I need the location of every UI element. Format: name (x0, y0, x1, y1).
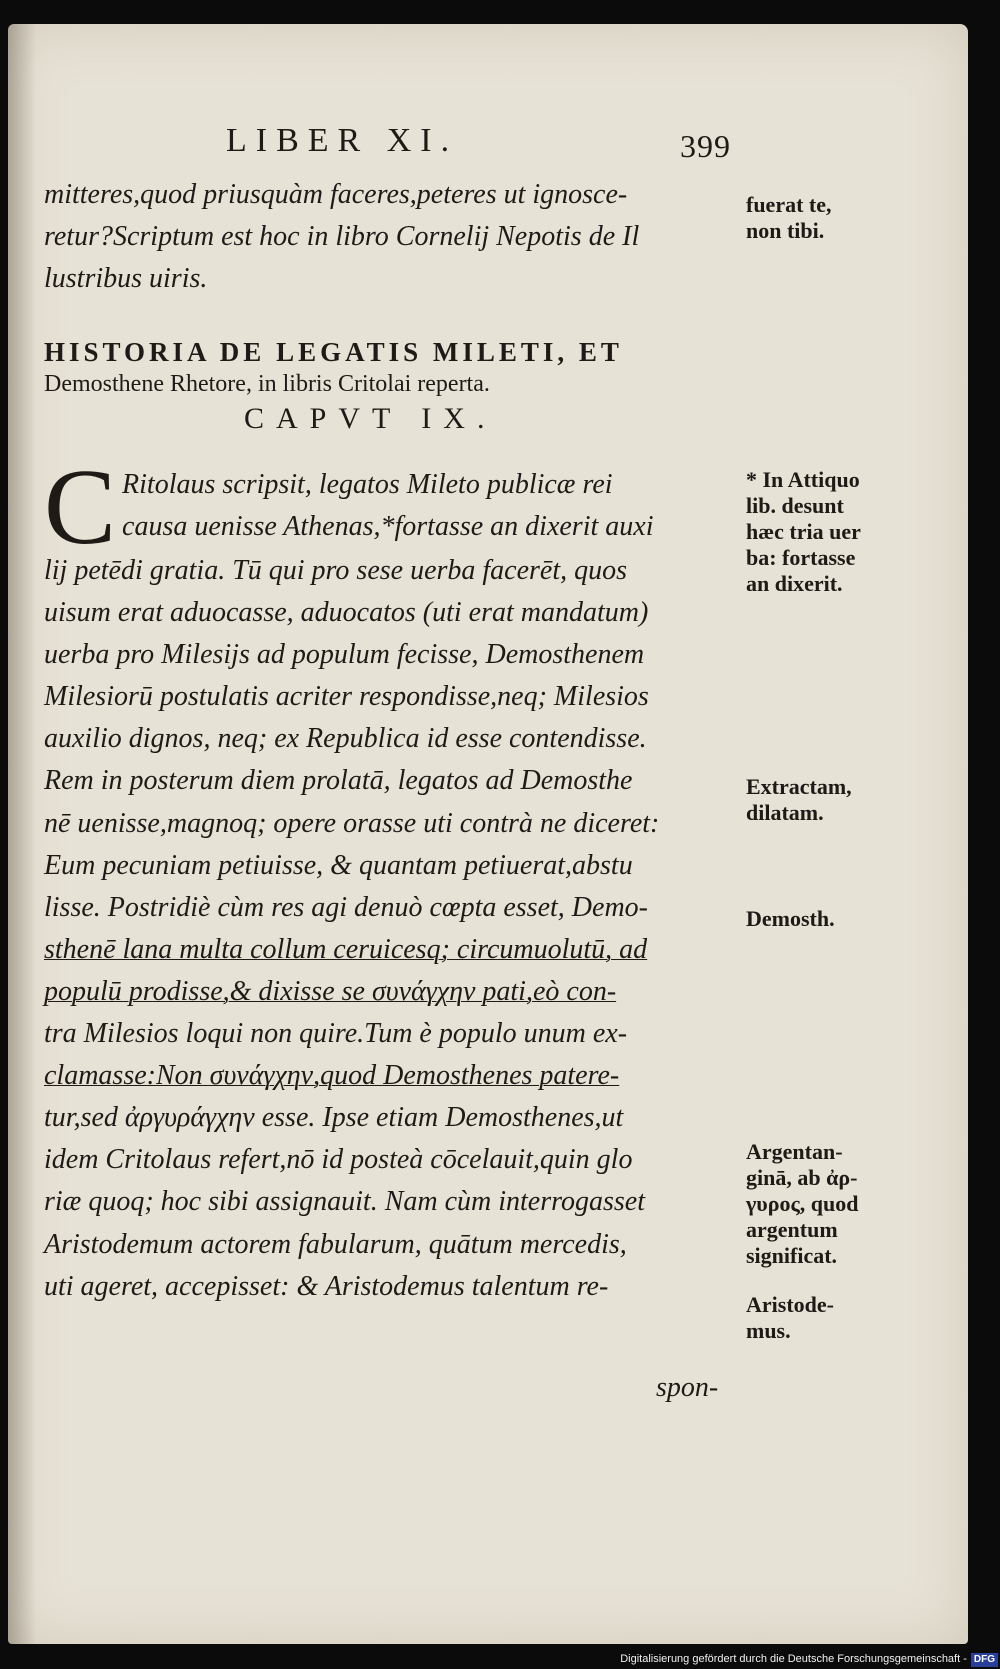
margin-note-line: dilatam. (746, 800, 824, 825)
text-line: uerba pro Milesijs ad populum fecisse, Demosthenem (44, 639, 645, 671)
margin-note (746, 774, 956, 826)
text-line: uisum erat aduocasse, aduocatos (uti erat mandatum) (44, 597, 649, 629)
running-title: LIBER XI. (226, 122, 459, 159)
drop-cap: C (44, 448, 117, 567)
chapter-label: CAPVT IX. (244, 402, 497, 435)
text-line: nē uenisse,magnoq; opere orasse uti contrà ne diceret: (44, 807, 660, 839)
margin-note-line: ba: fortasse (746, 545, 856, 570)
margin-note-line: ginā, ab ἀρ- (746, 1165, 858, 1190)
text-line: tur,sed ἀργυράγχην esse. Ipse etiam Demosthenes,ut (44, 1102, 624, 1134)
book-page (8, 24, 968, 1644)
margin-note-line: Argentan- (746, 1139, 843, 1164)
digitization-credit (600, 1650, 998, 1669)
margin-note (746, 467, 956, 597)
text-line: auxilio dignos, neq; ex Republica id esse contendisse. (44, 723, 647, 755)
chapter-text (44, 448, 744, 1308)
margin-note-line: non tibi. (746, 218, 825, 243)
text-line: Milesiorū postulatis acriter respondisse,neq; Milesios (44, 681, 649, 713)
margin-note-line: significat. (746, 1243, 838, 1268)
margin-note (746, 1292, 956, 1344)
text-line: idem Critolaus refert,nō id posteà cōcelauit,quin glo (44, 1144, 633, 1176)
catchword: spon- (656, 1372, 719, 1403)
margin-note-line: Demosth. (746, 906, 835, 931)
credit-text: Digitalisierung gefördert durch die Deutsche Forschungsgemeinschaft - (620, 1653, 967, 1665)
text-line: lustribus uiris. (44, 263, 208, 294)
text-line: sthenē lana multa collum ceruicesq; circumuolutū, ad (44, 933, 648, 965)
text-line: causa uenisse Athenas,*fortasse an dixerit auxi (122, 511, 654, 543)
text-line: lisse. Postridiè cùm res agi denuò cœpta esset, Demo- (44, 891, 648, 923)
gutter-shadow (8, 24, 36, 1644)
text-line: clamasse:Non συνάγχην,quod Demosthenes patere- (44, 1060, 620, 1092)
heading-sub: Demosthene Rhetore, in libris Critolai reperta. (44, 371, 490, 397)
text-line: tra Milesios loqui non quire.Tum è populo unum ex- (44, 1018, 628, 1050)
margin-note-line: fuerat te, (746, 192, 832, 217)
text-line: riæ quoq; hoc sibi assignauit. Nam cùm interrogasset (44, 1186, 645, 1218)
margin-note (746, 906, 956, 932)
text-line: Aristodemum actorem fabularum, quātum mercedis, (44, 1228, 627, 1260)
margin-note-line: hæc tria uer (746, 519, 861, 544)
text-line: lij petēdi gratia. Tū qui pro sese uerba facerēt, quos (44, 555, 628, 586)
margin-note-line: Aristode- (746, 1292, 834, 1317)
margin-note-line: an dixerit. (746, 571, 843, 596)
margin-note-line: * In Attiquo (746, 467, 860, 492)
text-line: populū prodisse,& dixisse se συνάγχην pati,eò con- (44, 975, 617, 1007)
text-line: mitteres,quod priusquàm faceres,peteres ut ignosce- (44, 179, 628, 210)
text-line: uti ageret, accepisset: & Aristodemus talentum re- (44, 1270, 609, 1302)
margin-note-line: lib. desunt (746, 493, 844, 518)
margin-note-line: γυρος, quod (746, 1191, 859, 1216)
dfg-logo: DFG (971, 1653, 998, 1667)
chapter-heading (44, 334, 744, 440)
top-text (44, 174, 734, 300)
text-line: Ritolaus scripsit, legatos Mileto publicæ rei (122, 469, 613, 500)
heading-main: HISTORIA DE LEGATIS MILETI, ET (44, 337, 623, 367)
margin-note (746, 1139, 956, 1269)
text-line: Rem in posterum diem prolatā, legatos ad Demosthe (44, 765, 633, 797)
text-line: retur?Scriptum est hoc in libro Cornelij Nepotis de Il (44, 221, 640, 252)
margin-note (746, 192, 956, 244)
margin-note-line: mus. (746, 1318, 791, 1343)
margin-note-line: argentum (746, 1217, 838, 1242)
margin-note-line: Extractam, (746, 774, 852, 799)
page-number: 399 (680, 128, 731, 164)
text-line: Eum pecuniam petiuisse, & quantam petiuerat,abstu (44, 849, 633, 881)
